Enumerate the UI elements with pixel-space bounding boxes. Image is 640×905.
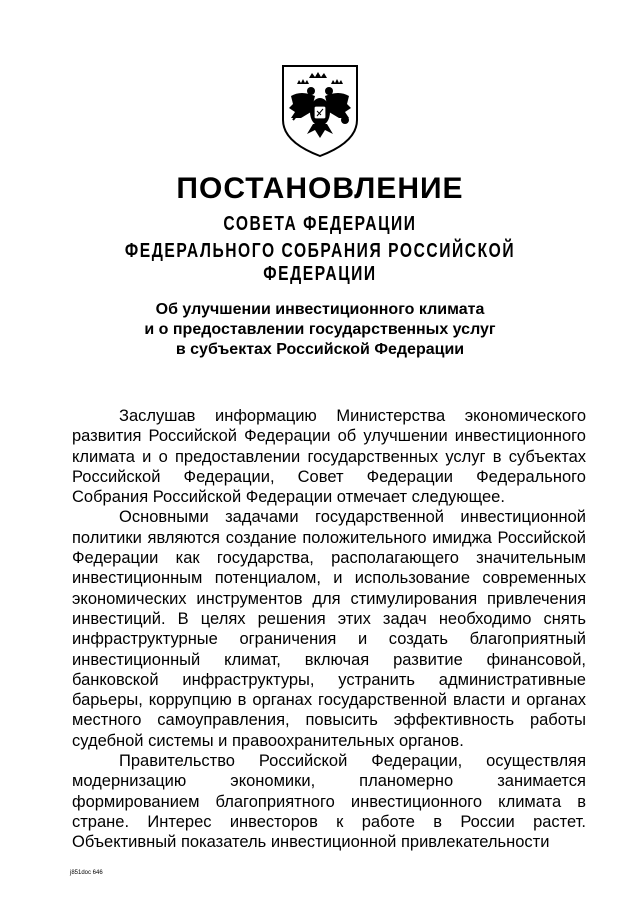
document-subject [0, 300, 640, 360]
issuer-line-1: СОВЕТА ФЕДЕРАЦИИ [223, 213, 417, 235]
subject-line-1: Об улучшении инвестиционного климата [155, 301, 485, 318]
russian-coat-of-arms-icon [271, 62, 369, 160]
issuer-line-2: ФЕДЕРАЛЬНОГО СОБРАНИЯ РОССИЙСКОЙ ФЕДЕРАЦИИ [124, 240, 516, 285]
body-paragraph-1: Заслушав информацию Министерства экономического развития Российской Федерации об улучшении инвестиционного климата и о предоставлении государственных услуг в субъектах Российской Федерации, Совет Федерации Федерального Собрания Российской Федерации отмечает следующее. [72, 407, 586, 507]
subject-line-2: и о предоставлении государственных услуг [144, 321, 496, 338]
file-reference: j851doc 646 [70, 870, 103, 876]
subject-line-3: в субъектах Российской Федерации [175, 341, 465, 358]
body-paragraph-3: Правительство Российской Федерации, осуществляя модернизацию экономики, планомерно занимается формированием благоприятного инвестиционного климата в стране. Интерес инвесторов к работе в России растет. Объективный показатель инвестиционной привлекательности [72, 752, 586, 852]
document-body [72, 406, 586, 853]
body-paragraph-2: Основными задачами государственной инвестиционной политики являются создание положительного имиджа Российской Федерации как государства, располагающего значительным инвестиционным потенциалом, и использование современных экономических инструментов для стимулирования привлечения инвестиций. В целях решения этих задач необходимо снять инфраструктурные ограничения и создать благоприятный инвестиционный климат, включая развитие финансовой, банковской инфраструктуры, устранить административные барьеры, коррупцию в органах государственной власти и органах местного самоуправления, повысить эффективность работы судебной системы и правоохранительных органов. [72, 508, 586, 750]
document-title: ПОСТАНОВЛЕНИЕ [176, 172, 464, 205]
